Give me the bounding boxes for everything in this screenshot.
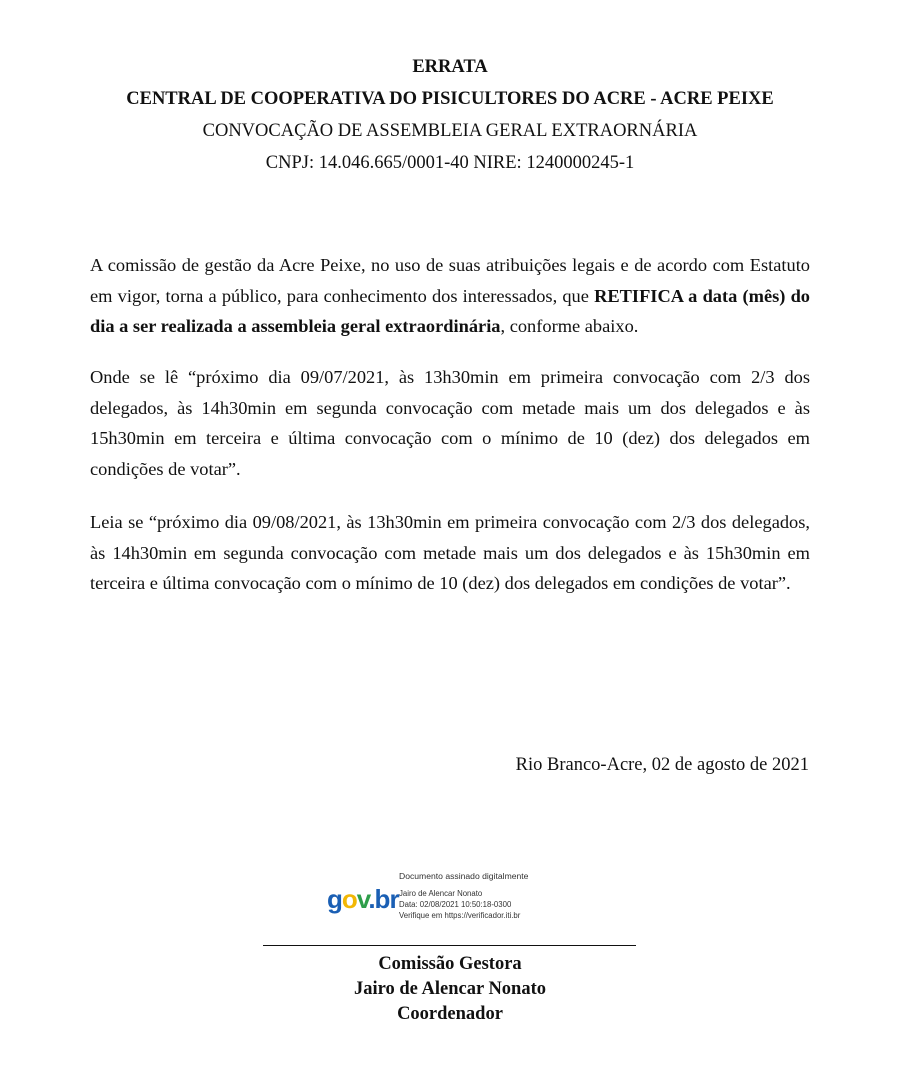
- signature-role: Coordenador: [397, 1004, 503, 1024]
- digital-signature-stamp: [327, 868, 567, 928]
- place-date: Rio Branco-Acre, 02 de agosto de 2021: [515, 755, 809, 775]
- stamp-signer: Jairo de Alencar Nonato: [399, 889, 483, 898]
- announcement-text: A comissão de gestão da Acre Peixe, no uso de suas atribuições legais e de acordo com Estatuto em vigor, torna a público, para conhecimento dos interessados, que: [90, 255, 810, 306]
- announcement-text-end: , conforme abaixo.: [500, 316, 639, 336]
- document-subject: CONVOCAÇÃO DE ASSEMBLEIA GERAL EXTRAORNÁRIA: [202, 121, 698, 141]
- paragraph-where-reads: Onde se lê “próximo dia 09/07/2021, às 13h30min em primeira convocação com 2/3 dos delegados, às 14h30min em segunda convocação com metade mais um dos delegados e às 15h30min em terceira e última convocação com o mínimo de 10 (dez) dos delegados em condições de votar”.: [90, 367, 810, 479]
- document-title: ERRATA: [412, 57, 488, 77]
- stamp-verify-link[interactable]: Verifique em https://verificador.iti.br: [399, 911, 521, 920]
- announcement-highlight: RETIFICA a data (mês) do dia a ser realizada a assembleia geral extraordinária: [90, 285, 810, 336]
- signature-line: [263, 945, 636, 946]
- paragraph-should-read: Leia se “próximo dia 09/08/2021, às 13h30min em primeira convocação com 2/3 dos delegados, às 14h30min em segunda convocação com metade mais um dos delegados e às 15h30min em terceira e última convocação com o mínimo de 10 (dez) dos delegados em condições de votar”.: [90, 512, 810, 593]
- registration-numbers: CNPJ: 14.046.665/0001-40 NIRE: 1240000245-1: [265, 153, 635, 173]
- stamp-date: Data: 02/08/2021 10:50:18-0300: [399, 900, 512, 909]
- signature-name: Jairo de Alencar Nonato: [353, 979, 547, 999]
- stamp-title: Documento assinado digitalmente: [399, 871, 529, 881]
- organization-name: CENTRAL DE COOPERATIVA DO PISICULTORES DO ACRE - ACRE PEIXE: [126, 89, 774, 109]
- paragraph-announcement: [90, 250, 810, 342]
- govbr-logo: gov.br: [327, 884, 399, 914]
- signature-group: Comissão Gestora: [378, 954, 522, 974]
